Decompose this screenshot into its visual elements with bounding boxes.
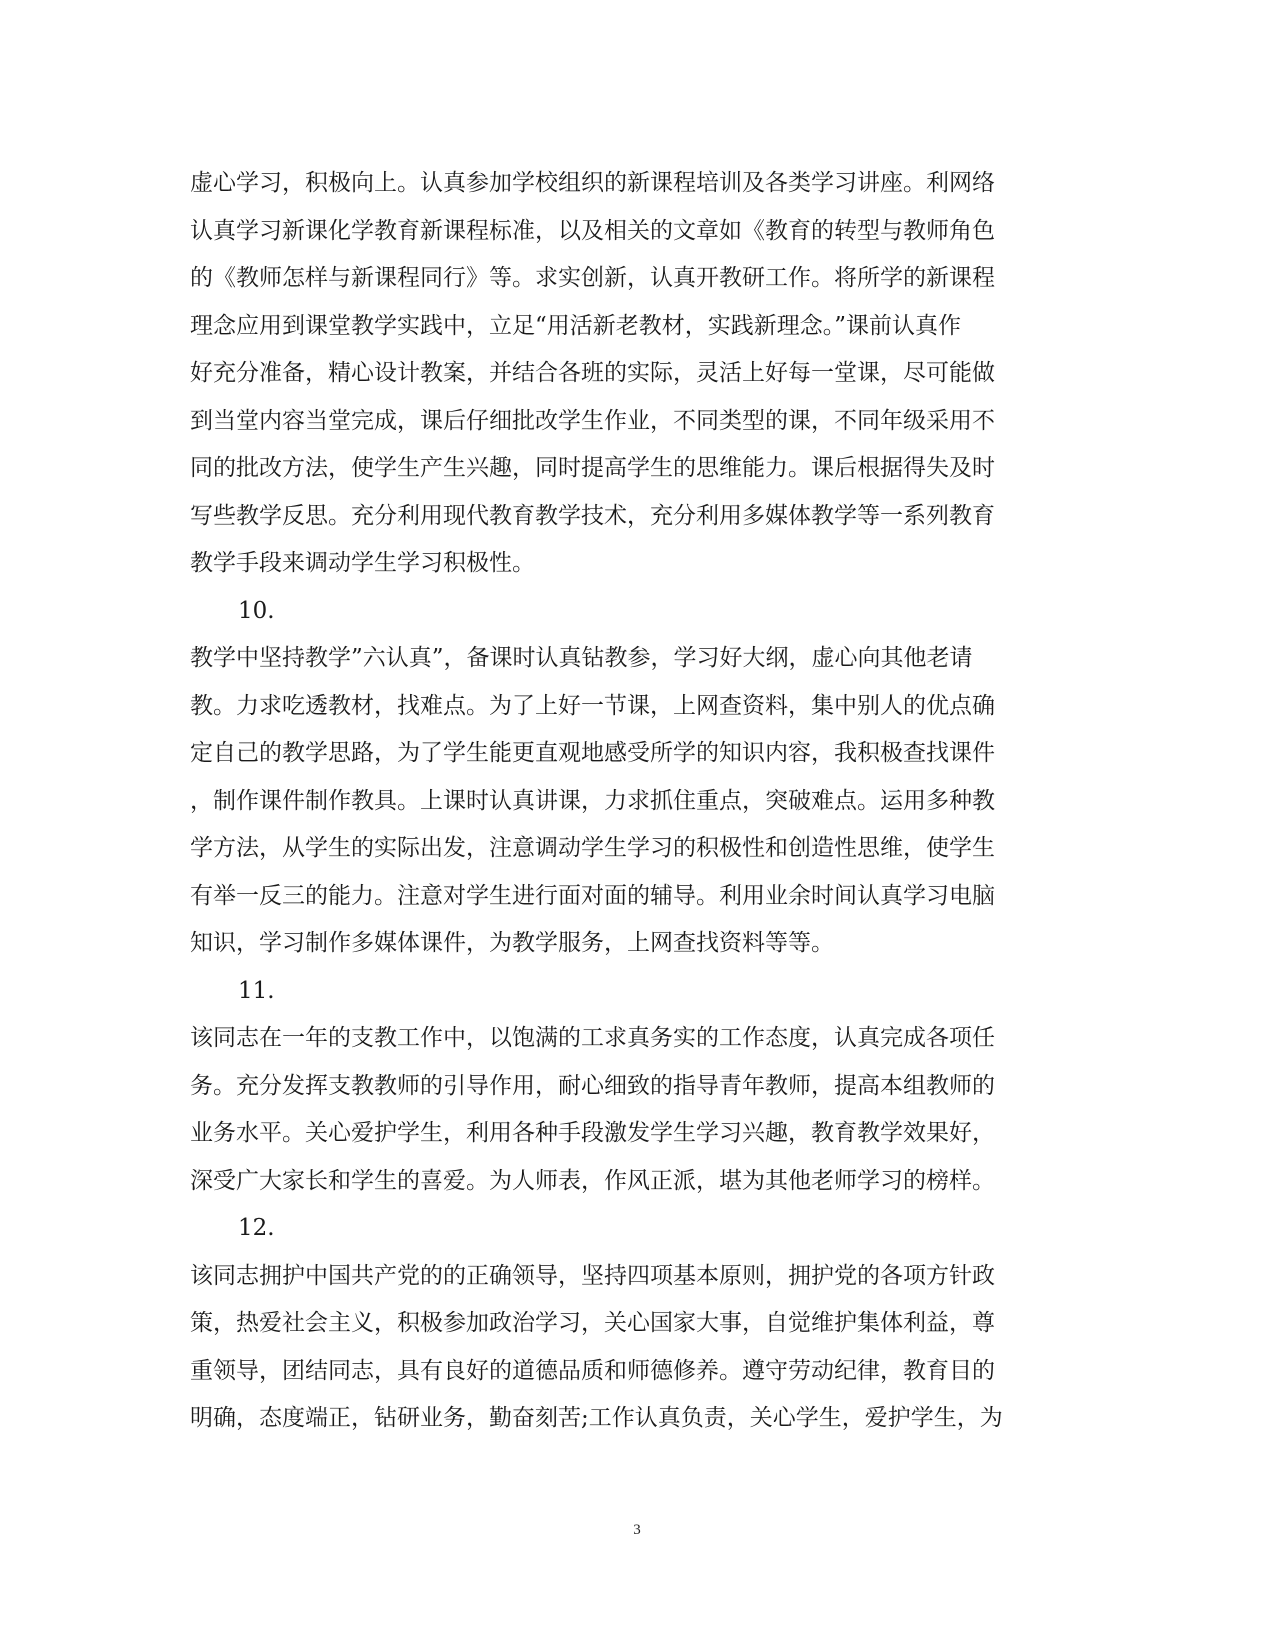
document-body: [190, 160, 1070, 1443]
text-line: 定自己的教学思路，为了学生能更直观地感受所学的知识内容，我积极查找课件: [190, 740, 995, 766]
text-line: 策，热爱社会主义，积极参加政治学习，关心国家大事，自觉维护集体利益，尊: [190, 1310, 995, 1336]
text-line: 该同志拥护中国共产党的的正确领导，坚持四项基本原则，拥护党的各项方针政: [190, 1262, 995, 1289]
text-line: 业务水平。关心爱护学生，利用各种手段激发学生学习兴趣，教育教学效果好，: [190, 1120, 995, 1146]
text-line: 教。力求吃透教材，找难点。为了上好一节课，上网查资料，集中别人的优点确: [190, 692, 995, 719]
text-line: 务。充分发挥支教教师的引导作用，耐心细致的指导青年教师，提高本组教师的: [190, 1072, 995, 1099]
text-line: 的《教师怎样与新课程同行》等。求实创新，认真开教研工作。将所学的新课程: [190, 265, 995, 291]
text-line: 该同志在一年的支教工作中，以饱满的工求真务实的工作态度，认真完成各项任: [190, 1025, 995, 1051]
text-line: 教学中坚持教学”六认真”，备课时认真钻教参，学习好大纲，虚心向其他老请: [190, 645, 973, 671]
text-line: 同的批改方法，使学生产生兴趣，同时提高学生的思维能力。课后根据得失及时: [190, 455, 995, 481]
text-line: 虚心学习，积极向上。认真参加学校组织的新课程培训及各类学习讲座。利网络: [190, 170, 995, 196]
text-line: 理念应用到课堂教学实践中，立足“用活新老教材，实践新理念。”课前认真作: [190, 312, 962, 339]
section-number: 12.: [238, 1215, 275, 1241]
section-number: 10.: [238, 597, 275, 624]
page-number: 3: [633, 1522, 641, 1538]
text-line: 写些教学反思。充分利用现代教育教学技术，充分利用多媒体教学等一系列教育: [190, 502, 995, 529]
text-line: 深受广大家长和学生的喜爱。为人师表，作风正派，堪为其他老师学习的榜样。: [190, 1167, 995, 1194]
text-line: 有举一反三的能力。注意对学生进行面对面的辅导。利用业余时间认真学习电脑: [190, 882, 995, 909]
text-line: 重领导，团结同志，具有良好的道德品质和师德修养。遵守劳动纪律，教育目的: [190, 1357, 995, 1384]
section-number: 11.: [238, 977, 275, 1004]
text-line: 明确，态度端正，钻研业务，勤奋刻苦;工作认真负责，关心学生，爱护学生，为: [190, 1405, 1003, 1431]
text-line: 好充分准备，精心设计教案，并结合各班的实际，灵活上好每一堂课，尽可能做: [190, 360, 995, 386]
text-line: 学方法，从学生的实际出发，注意调动学生学习的积极性和创造性思维，使学生: [190, 835, 995, 861]
text-line: 知识，学习制作多媒体课件，为教学服务，上网查找资料等等。: [190, 930, 834, 956]
text-line: 教学手段来调动学生学习积极性。: [190, 550, 535, 576]
text-line: 到当堂内容当堂完成，课后仔细批改学生作业，不同类型的课，不同年级采用不: [190, 407, 995, 434]
text-line: 认真学习新课化学教育新课程标准，以及相关的文章如《教育的转型与教师角色: [190, 217, 995, 244]
text-line: ，制作课件制作教具。上课时认真讲课，力求抓住重点，突破难点。运用多种教: [190, 787, 995, 814]
